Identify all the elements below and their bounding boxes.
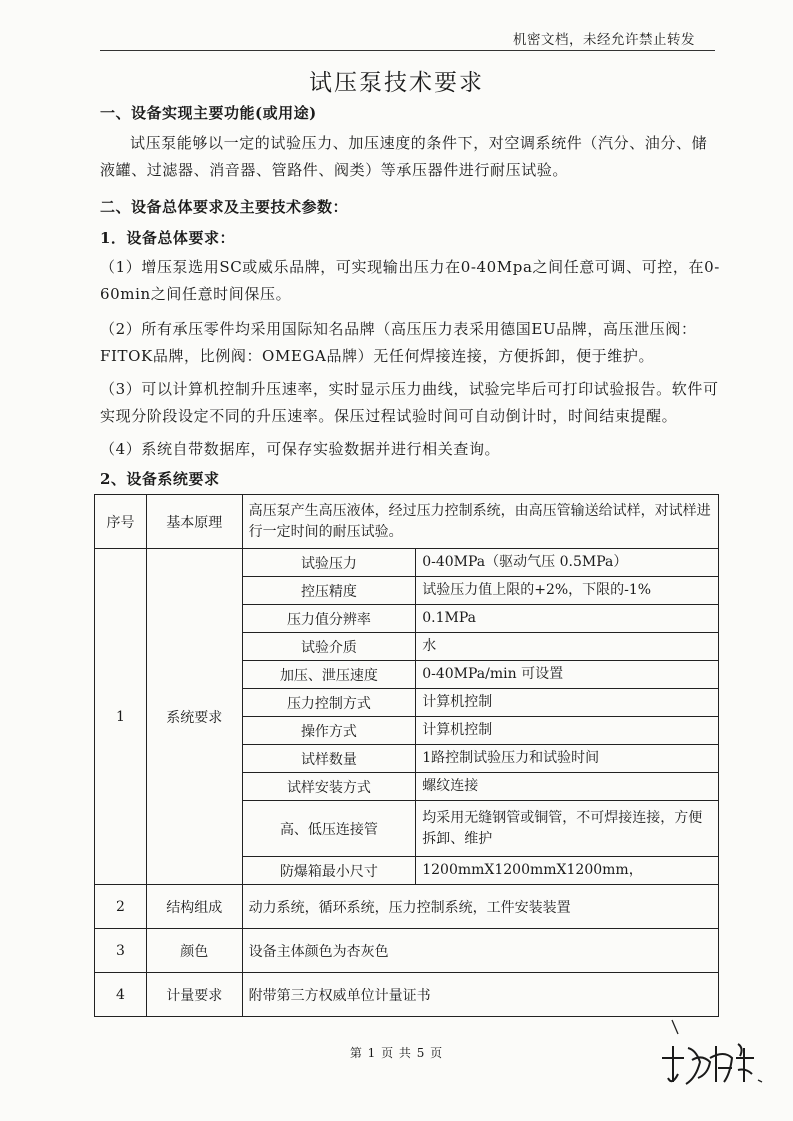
param-name-cell: 高、低压连接管 (242, 801, 416, 857)
param-name-cell: 操作方式 (242, 717, 416, 745)
row-label-cell: 计量要求 (146, 973, 242, 1017)
document-title: 试压泵技术要求 (309, 70, 484, 96)
section-2-1-heading: 1．设备总体要求： (100, 229, 235, 247)
row-value-cell: 附带第三方权威单位计量证书 (242, 973, 718, 1017)
table-row (95, 885, 719, 929)
param-value-cell: 计算机控制 (416, 717, 719, 745)
param-value-cell: 1200mmX1200mmX1200mm， (416, 857, 719, 885)
param-name-cell: 试样安装方式 (242, 773, 416, 801)
param-value-cell: 试验压力值上限的+2%，下限的-1% (416, 577, 719, 605)
table-row (95, 929, 719, 973)
header-principle-cell: 基本原理 (146, 495, 242, 549)
requirement-1: （1）增压泵选用SC或威乐品牌，可实现输出压力在0-40Mpa之间任意可调、可控，在0-60min之间任意时间保压。 (100, 258, 720, 303)
param-name-cell: 压力值分辨率 (242, 605, 416, 633)
handwritten-signature (658, 1018, 768, 1098)
param-name-cell: 控压精度 (242, 577, 416, 605)
row-value-cell: 设备主体颜色为杏灰色 (242, 929, 718, 973)
principle-text-cell: 高压泵产生高压液体，经过压力控制系统，由高压管输送给试样，对试样进行一定时间的耐压试验。 (242, 495, 718, 549)
param-value-cell: 水 (416, 633, 719, 661)
requirement-2: （2）所有承压零件均采用国际知名品牌（高压压力表采用德国EU品牌，高压泄压阀：FITOK品牌，比例阀：OMEGA品牌）无任何焊接连接，方便拆卸，便于维护。 (100, 320, 697, 365)
section-1-heading: 一、设备实现主要功能(或用途) (100, 104, 317, 122)
param-value-cell: 螺纹连接 (416, 773, 719, 801)
section-2-heading: 二、设备总体要求及主要技术参数： (100, 198, 349, 216)
table-row (95, 973, 719, 1017)
row-value-cell: 动力系统，循环系统，压力控制系统，工件安装装置 (242, 885, 718, 929)
param-value-cell: 计算机控制 (416, 689, 719, 717)
row-number-cell: 4 (95, 973, 147, 1017)
header-no-cell: 序号 (95, 495, 147, 549)
param-name-cell: 压力控制方式 (242, 689, 416, 717)
row-number-cell: 1 (95, 549, 147, 885)
param-name-cell: 防爆箱最小尺寸 (242, 857, 416, 885)
param-value-cell: 0.1MPa (416, 605, 719, 633)
system-requirements-table (94, 494, 719, 1017)
param-name-cell: 试验压力 (242, 549, 416, 577)
param-value-cell: 0-40MPa/min 可设置 (416, 661, 719, 689)
section-1-text: 试压泵能够以一定的试验压力、加压速度的条件下，对空调系统件（汽分、油分、储液罐、过滤器、消音器、管路件、阀类）等承压器件进行耐压试验。 (100, 134, 708, 179)
requirement-4: （4）系统自带数据库，可保存实验数据并进行相关查询。 (100, 440, 501, 458)
section-2-2-heading: 2、设备系统要求 (100, 470, 220, 488)
page-footer: 第 1 页 共 5 页 (349, 1046, 444, 1060)
row-label-cell: 颜色 (146, 929, 242, 973)
param-value-cell: 1路控制试验压力和试验时间 (416, 745, 719, 773)
param-value-cell: 0-40MPa（驱动气压 0.5MPa） (416, 549, 719, 577)
param-value-cell: 均采用无缝钢管或铜管，不可焊接连接，方便拆卸、维护 (416, 801, 719, 857)
table-header-row (95, 495, 719, 549)
confidential-notice: 机密文档，未经允许禁止转发 (513, 32, 695, 48)
param-name-cell: 试样数量 (242, 745, 416, 773)
param-name-cell: 加压、泄压速度 (242, 661, 416, 689)
row-label-cell: 系统要求 (146, 549, 242, 885)
requirement-3: （3）可以计算机控制升压速率，实时显示压力曲线，试验完毕后可打印试验报告。软件可实现分阶段设定不同的升压速率。保压过程试验时间可自动倒计时，时间结束提醒。 (100, 380, 719, 425)
row-label-cell: 结构组成 (146, 885, 242, 929)
param-name-cell: 试验介质 (242, 633, 416, 661)
row-number-cell: 2 (95, 885, 147, 929)
row-number-cell: 3 (95, 929, 147, 973)
header-rule (100, 50, 715, 51)
param-row (95, 549, 719, 577)
